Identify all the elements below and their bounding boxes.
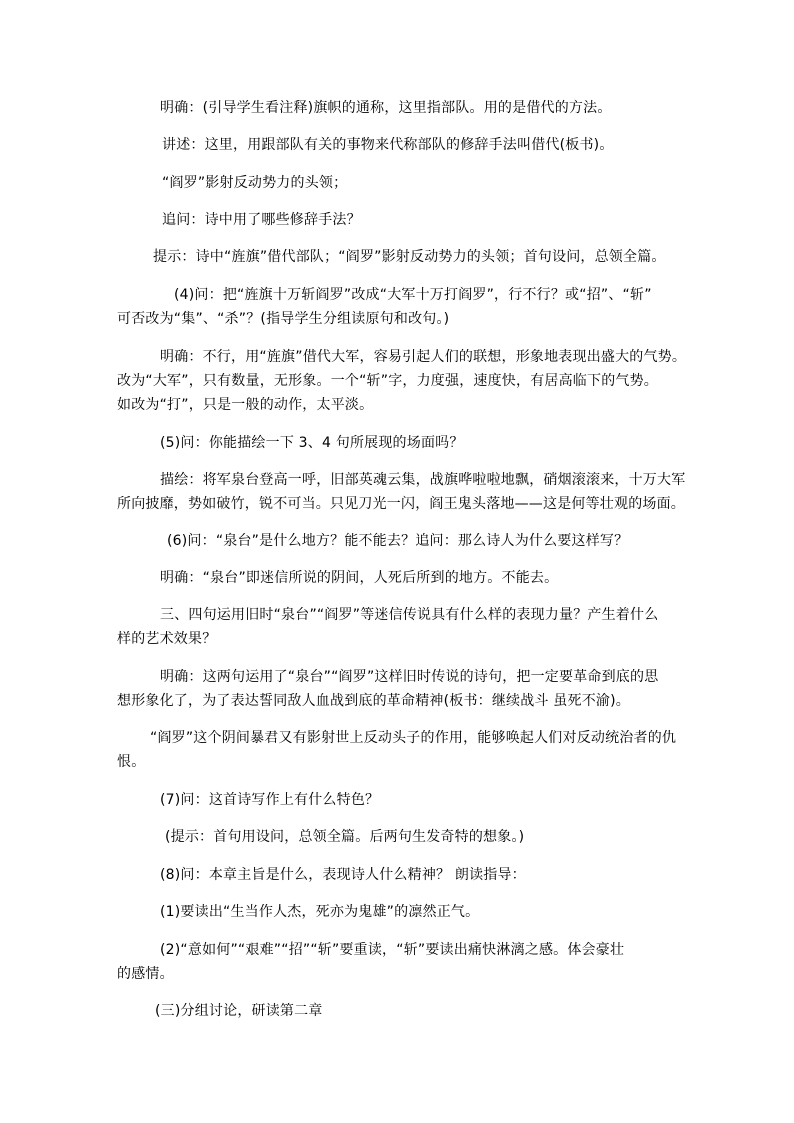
text-line: 讲述：这里，用跟部队有关的事物来代称部队的修辞手法叫借代(板书)。 — [162, 137, 614, 153]
text-line: (6)问：“泉台”是什么地方？能不能去？追问：那么诗人为什么要这样写？ — [167, 533, 629, 549]
text-line: 改为“大军”，只有数量，无形象。一个“斩”字，力度强，速度快，有居高临下的气势。 — [117, 373, 659, 389]
text-line: (1)要读出“生当作人杰，死亦为鬼雄”的凛然正气。 — [160, 904, 480, 920]
text-line: (5)问：你能描绘一下 3、4 句所展现的场面吗？ — [160, 435, 464, 451]
text-line: 明确：“泉台”即迷信所说的阴间，人死后所到的地方。不能去。 — [160, 570, 559, 586]
text-line: 追问：诗中用了哪些修辞手法？ — [162, 212, 361, 228]
text-line: 的感情。 — [117, 966, 174, 982]
text-line: “阎罗”这个阴间暴君又有影射世上反动头子的作用，能够唤起人们对反动统治者的仇 — [150, 730, 677, 746]
text-line: 所向披靡，势如破竹，锐不可当。只见刀光一闪，阎王鬼头落地——这是何等壮观的场面。 — [117, 496, 685, 512]
text-line: 明确：这两句运用了“泉台”“阎罗”这样旧时传说的诗句，把一定要革命到底的思 — [160, 669, 659, 685]
text-line: 恨。 — [117, 754, 146, 770]
text-line: (三)分组讨论，研读第二章 — [155, 1003, 323, 1019]
text-line: 如改为“打”，只是一般的动作，太平淡。 — [117, 397, 374, 413]
text-line: “阎罗”影射反动势力的头领； — [162, 175, 348, 191]
text-line: (8)问：本章主旨是什么，表现诗人什么精神？ 朗读指导： — [160, 867, 526, 883]
text-line: (提示：首句用设问，总领全篇。后两句生发奇特的想象。) — [165, 829, 525, 845]
text-line: 三、四句运用旧时“泉台”“阎罗”等迷信传说具有什么样的表现力量？产生着什么 — [160, 607, 659, 623]
text-line: (2)“意如何”“艰难”“招”“斩”要重读，“斩”要读出痛快淋漓之感。体会豪壮 — [160, 942, 625, 958]
text-line: 可否改为“集”、“杀”？(指导学生分组读原句和改句。) — [117, 311, 450, 327]
text-line: 样的艺术效果？ — [117, 631, 217, 647]
text-line: (4)问：把“旌旗十万斩阎罗”改成“大军十万打阎罗”，行不行？或“招”、“斩” — [174, 287, 652, 303]
text-line: 明确：(引导学生看注释)旗帜的通称，这里指部队。用的是借代的方法。 — [160, 100, 612, 116]
text-line: 想形象化了，为了表达誓同敌人血战到底的革命精神(板书：继续战斗 虽死不渝)。 — [117, 693, 630, 709]
text-line: 明确：不行，用“旌旗”借代大军，容易引起人们的联想，形象地表现出盛大的气势。 — [160, 349, 687, 365]
text-line: 提示：诗中“旌旗”借代部队；“阎罗”影射反动势力的头领；首句设问，总领全篇。 — [153, 249, 666, 265]
text-line: (7)问：这首诗写作上有什么特色？ — [160, 792, 380, 808]
text-line: 描绘：将军泉台登高一呼，旧部英魂云集，战旗哗啦啦地飘，硝烟滚滚来，十万大军 — [160, 472, 686, 488]
